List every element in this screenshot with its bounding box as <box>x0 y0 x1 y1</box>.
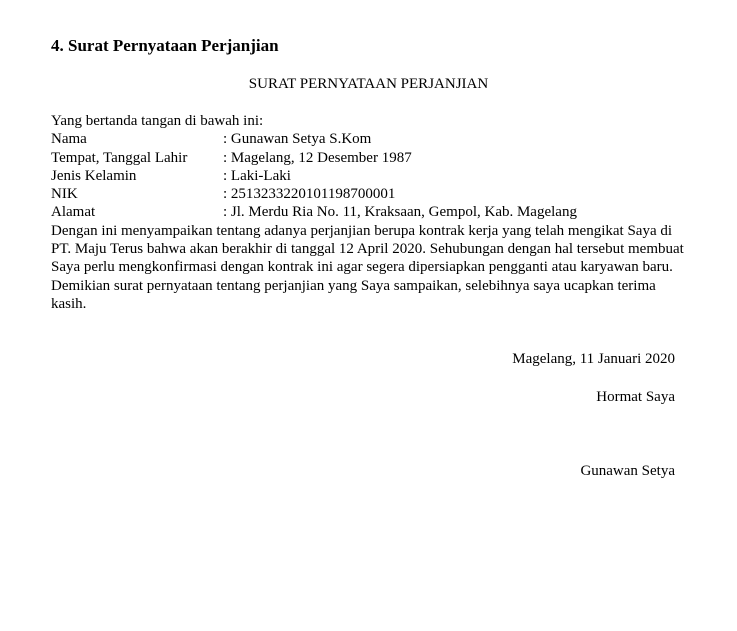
field-row-name <box>51 130 691 148</box>
letter-body <box>51 112 691 313</box>
intro-line: Yang bertanda tangan di bawah ini: <box>51 113 264 129</box>
closing-salutation: Hormat Saya <box>596 389 675 405</box>
paragraph-closing: Demikian surat pernyataan tentang perjanjian yang Saya sampaikan, selebihnya saya ucapkan terima kasih. <box>51 277 656 312</box>
field-value: : Magelang, 12 Desember 1987 <box>223 149 412 166</box>
field-row-address <box>51 203 691 221</box>
field-value: : 2513233220101198700001 <box>223 186 396 203</box>
place-date: Magelang, 11 Januari 2020 <box>512 351 675 367</box>
field-label: Nama <box>51 131 87 148</box>
field-row-nik <box>51 185 691 203</box>
document-title: SURAT PERNYATAAN PERJANJIAN <box>248 76 489 92</box>
paragraph-contract: Dengan ini menyampaikan tentang adanya perjanjian berupa kontrak kerja yang telah mengikat Saya di PT. Maju Terus bahwa akan berakhir di tanggal 12 April 2020. Sehubungan dengan hal tersebut membuat Saya perlu mengkonfirmasi dengan kontrak ini agar segera dipersiapkan pengganti atau karyawan baru. <box>51 222 684 276</box>
field-value: : Laki-Laki <box>223 167 291 184</box>
signature-name: Gunawan Setya <box>580 463 675 479</box>
section-heading: 4. Surat Pernyataan Perjanjian <box>51 36 279 55</box>
field-row-gender <box>51 167 691 185</box>
field-label: Alamat <box>51 204 96 221</box>
field-label: Jenis Kelamin <box>51 167 137 184</box>
identity-fields <box>51 130 691 221</box>
field-value: : Gunawan Setya S.Kom <box>223 131 372 148</box>
field-value: : Jl. Merdu Ria No. 11, Kraksaan, Gempol, Kab. Magelang <box>223 204 577 221</box>
field-label: Tempat, Tanggal Lahir <box>51 149 188 166</box>
field-label: NIK <box>51 186 78 203</box>
field-row-birth <box>51 149 691 167</box>
